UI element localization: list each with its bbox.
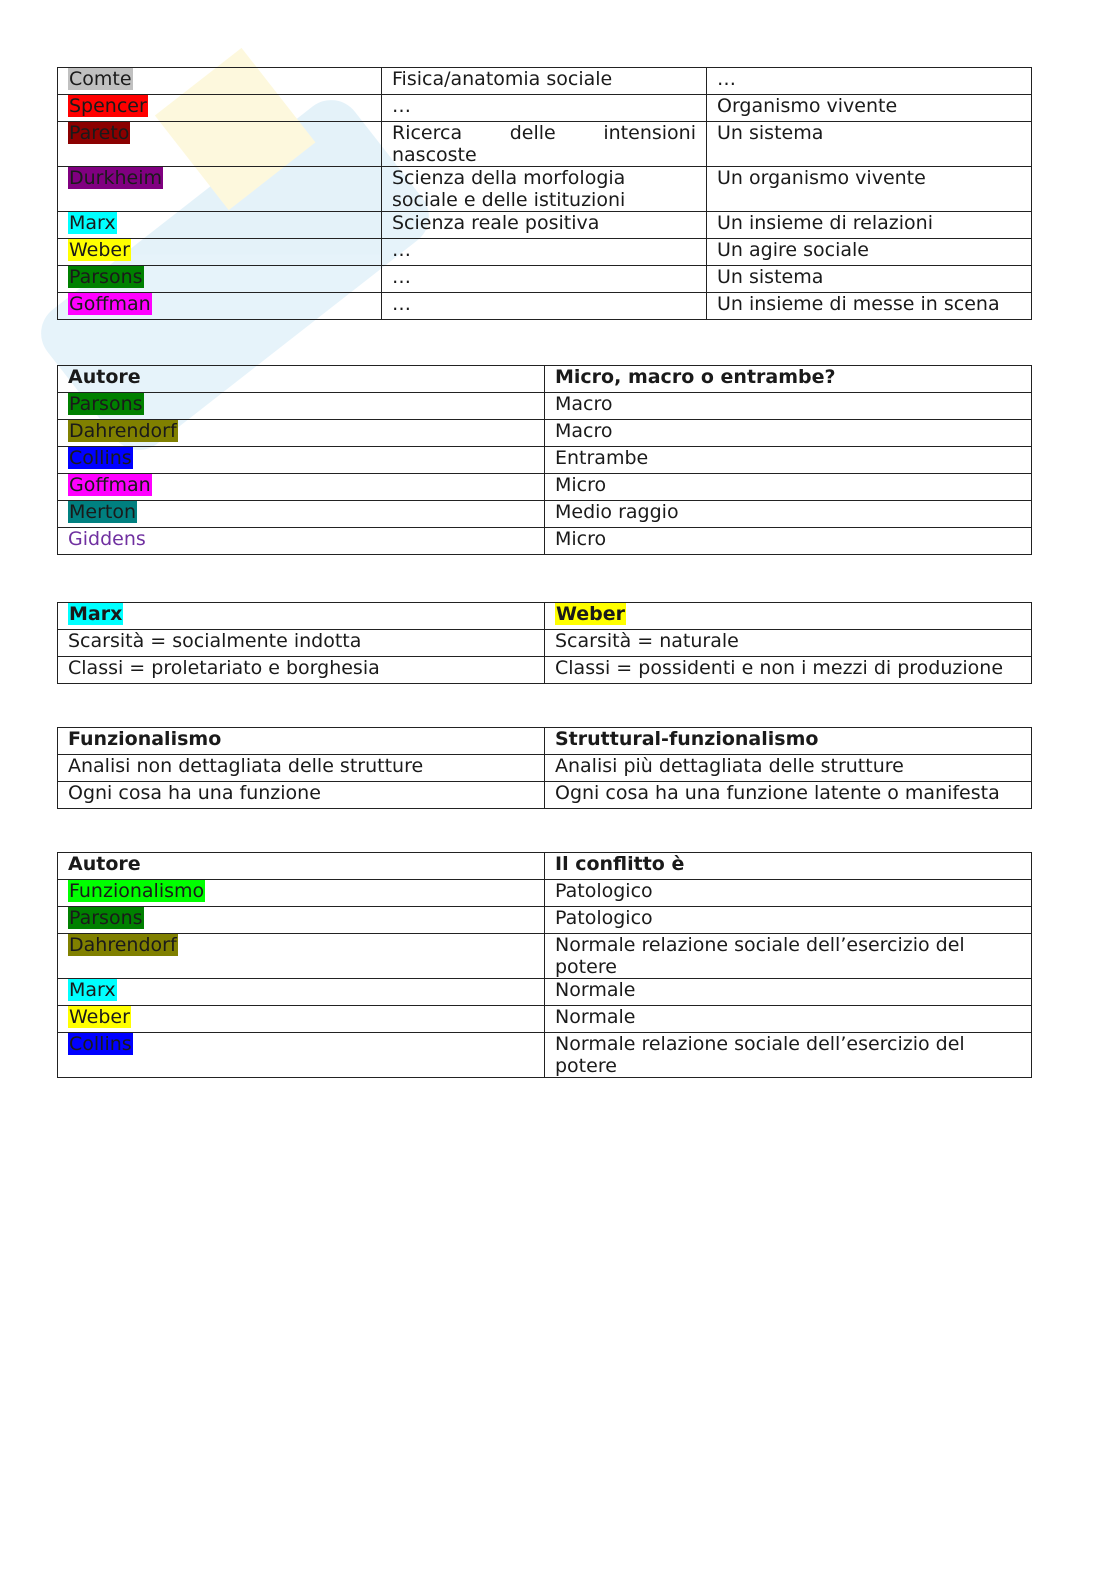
table-row [58,1006,1032,1033]
table-row [58,266,1032,293]
column-header: Autore [58,853,545,880]
author-spencer: Spencer [69,95,147,117]
level-cell: Macro [545,393,1032,420]
science-cell: Scienza della morfologia sociale e delle istituzioni [382,167,707,212]
conflict-cell: Normale [545,979,1032,1006]
author-weber: Weber [69,1006,130,1028]
table-row [58,630,1032,657]
author-parsons: Parsons [69,393,143,415]
table-row [58,979,1032,1006]
table-cell: Classi = proletariato e borghesia [58,657,545,684]
table-row [58,501,1032,528]
society-cell: Un sistema [707,122,1032,167]
level-cell: Medio raggio [545,501,1032,528]
functionalism-table [57,727,1032,809]
table-row [58,657,1032,684]
level-cell: Micro [545,528,1032,555]
author-giddens: Giddens [68,528,146,550]
conflict-table [57,852,1032,1078]
table-row [58,782,1032,809]
table-row [58,528,1032,555]
society-cell: Un insieme di relazioni [707,212,1032,239]
header-marx: Marx [69,603,123,625]
table-header-row [58,603,1032,630]
society-cell: Un agire sociale [707,239,1032,266]
science-cell: Fisica/anatomia sociale [382,68,707,95]
table-row [58,239,1032,266]
table-row [58,420,1032,447]
author-funzionalismo: Funzionalismo [69,880,205,902]
table-row [58,934,1032,979]
table-row [58,393,1032,420]
header-weber: Weber [556,603,626,625]
table-header-row [58,366,1032,393]
table-row [58,212,1032,239]
table-cell: Analisi più dettagliata delle strutture [545,755,1032,782]
conflict-cell: Patologico [545,880,1032,907]
author-collins: Collins [69,1033,132,1055]
table-cell: Analisi non dettagliata delle strutture [58,755,545,782]
table-row [58,122,1032,167]
conflict-cell: Normale relazione sociale dell’esercizio del potere [545,1033,1032,1078]
author-weber: Weber [69,239,130,261]
table-row [58,95,1032,122]
column-header: Funzionalismo [58,728,545,755]
science-cell: … [382,266,707,293]
table-row [58,880,1032,907]
author-goffman: Goffman [69,293,151,315]
column-header: Autore [58,366,545,393]
author-marx: Marx [69,212,116,234]
micro-macro-table [57,365,1032,555]
science-cell: … [382,95,707,122]
conflict-cell: Normale relazione sociale dell’esercizio del potere [545,934,1032,979]
table-row [58,447,1032,474]
conflict-cell: Normale [545,1006,1032,1033]
author-comte: Comte [69,68,132,90]
table-cell: Scarsità = naturale [545,630,1032,657]
science-cell: Scienza reale positiva [382,212,707,239]
table-header-row [58,853,1032,880]
table-row [58,1033,1032,1078]
society-cell: Un organismo vivente [707,167,1032,212]
author-pareto: Pareto [69,122,130,144]
society-cell: … [707,68,1032,95]
author-merton: Merton [69,501,137,523]
marx-weber-table [57,602,1032,684]
author-parsons: Parsons [69,266,143,288]
society-cell: Un sistema [707,266,1032,293]
conflict-cell: Patologico [545,907,1032,934]
table-row [58,293,1032,320]
table-row [58,474,1032,501]
table-row [58,755,1032,782]
level-cell: Entrambe [545,447,1032,474]
table-row [58,68,1032,95]
table-row [58,167,1032,212]
science-cell: … [382,293,707,320]
science-cell: … [382,239,707,266]
author-marx: Marx [69,979,116,1001]
table-cell: Classi = possidenti e non i mezzi di produzione [545,657,1032,684]
table-cell: Ogni cosa ha una funzione latente o manifesta [545,782,1032,809]
table-cell: Ogni cosa ha una funzione [58,782,545,809]
author-collins: Collins [69,447,132,469]
column-header: Struttural-funzionalismo [545,728,1032,755]
society-cell: Un insieme di messe in scena [707,293,1032,320]
column-header: Il conflitto è [545,853,1032,880]
level-cell: Macro [545,420,1032,447]
sociology-definitions-table [57,67,1032,320]
table-row [58,907,1032,934]
author-durkheim: Durkheim [69,167,163,189]
science-cell: Ricerca delle intensioni nascoste [382,122,707,167]
column-header: Micro, macro o entrambe? [545,366,1032,393]
author-parsons: Parsons [69,907,143,929]
author-dahrendorf: Dahrendorf [69,420,177,442]
table-header-row [58,728,1032,755]
author-dahrendorf: Dahrendorf [69,934,177,956]
author-goffman: Goffman [69,474,151,496]
table-cell: Scarsità = socialmente indotta [58,630,545,657]
society-cell: Organismo vivente [707,95,1032,122]
level-cell: Micro [545,474,1032,501]
